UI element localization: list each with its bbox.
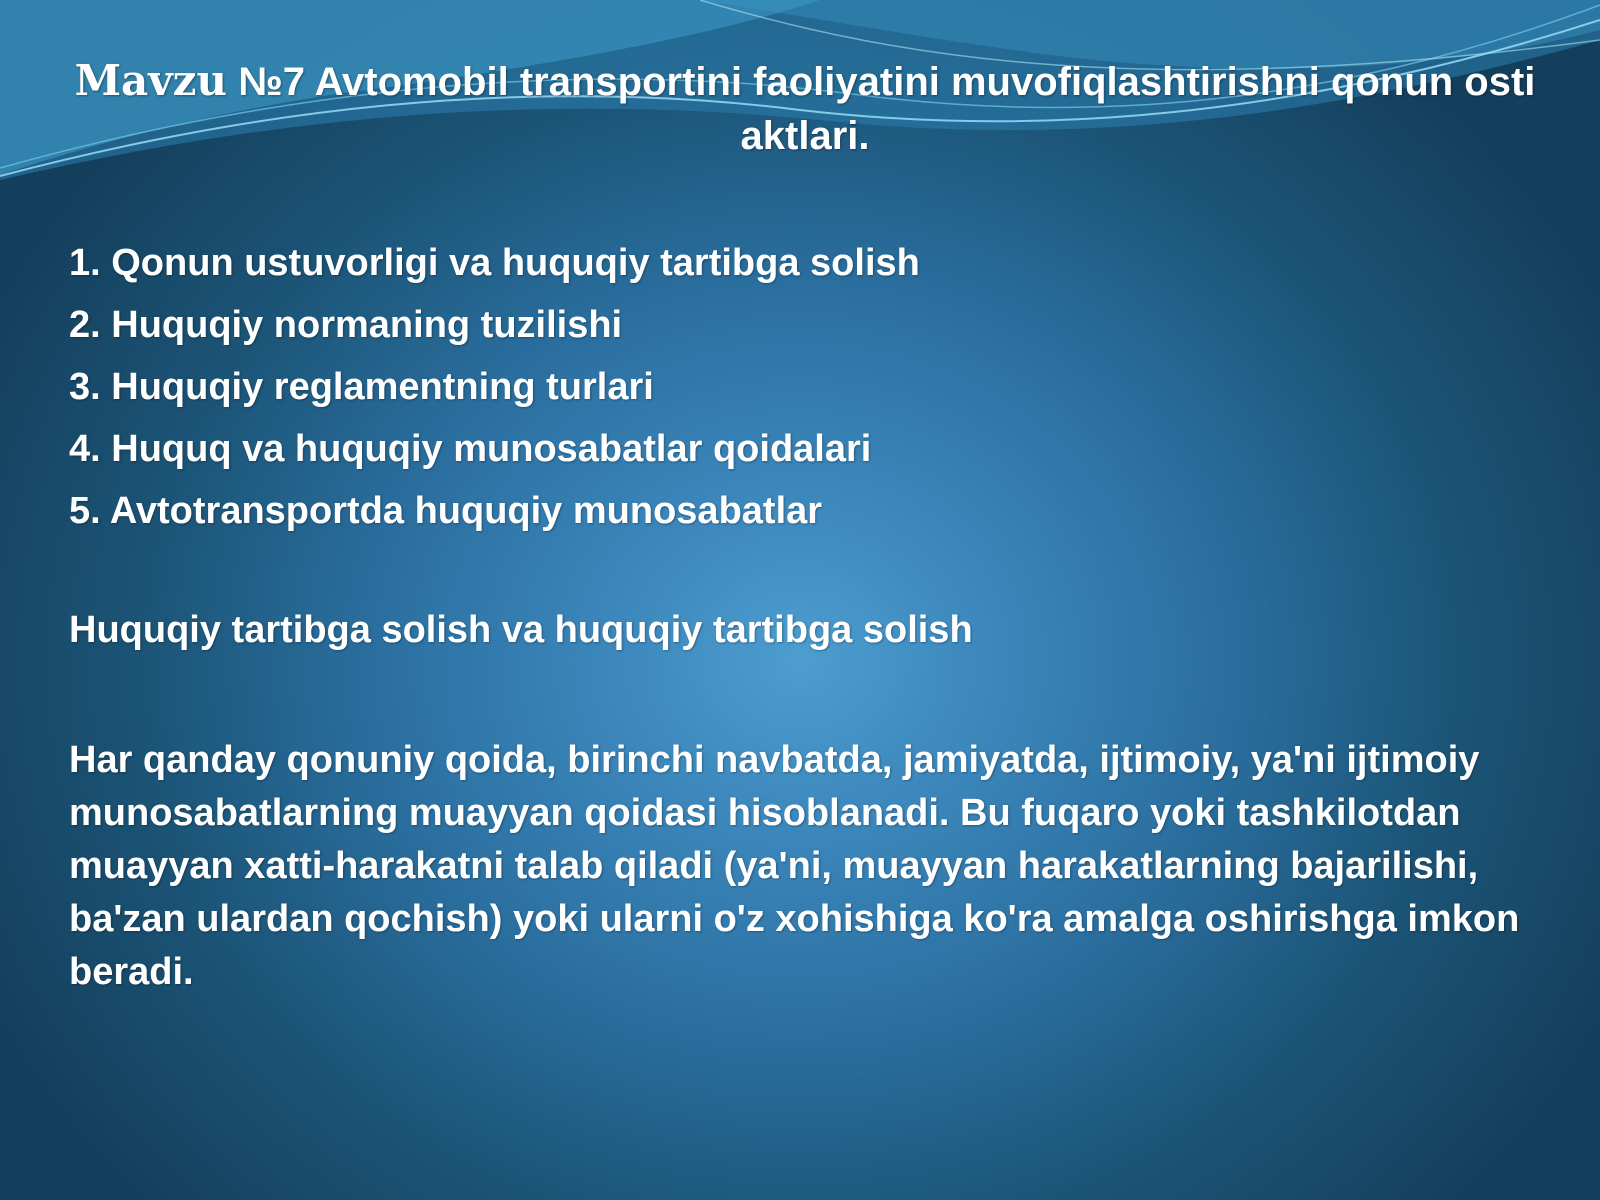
outline-item: 3. Huquqiy reglamentning turlari: [69, 366, 654, 408]
section-heading: Huquqiy tartibga solish va huquqiy tartibga solish: [69, 609, 973, 651]
body-paragraph: Har qanday qonuniy qoida, birinchi navbatda, jamiyatda, ijtimoiy, ya'ni ijtimoiy munosabatlarning muayyan qoidasi hisoblanadi. Bu fuqaro yoki tashkilotdan muayyan xatti-harakatni talab qiladi (ya'ni, muayyan harakatlarning bajarilishi, ba'zan ulardan qochish) yoki ularni o'z xohishiga ko'ra amalga oshirishga imkon beradi.: [69, 739, 1520, 993]
outline-item: 2. Huquqiy normaning tuzilishi: [69, 304, 623, 346]
slide-title: [60, 54, 1550, 163]
slide-title-prefix: Mavzu: [74, 56, 228, 105]
outline-item: 5. Avtotransportda huquqiy munosabatlar: [69, 490, 823, 532]
outline-item: 4. Huquq va huquqiy munosabatlar qoidalari: [69, 428, 872, 470]
outline-item: 1. Qonun ustuvorligi va huquqiy tartibga solish: [69, 242, 920, 284]
outline-list: [69, 232, 920, 542]
slide-title-text: №7 Avtomobil transportini faoliyatini muvofiqlashtirishni qonun osti aktlari.: [238, 60, 1536, 158]
